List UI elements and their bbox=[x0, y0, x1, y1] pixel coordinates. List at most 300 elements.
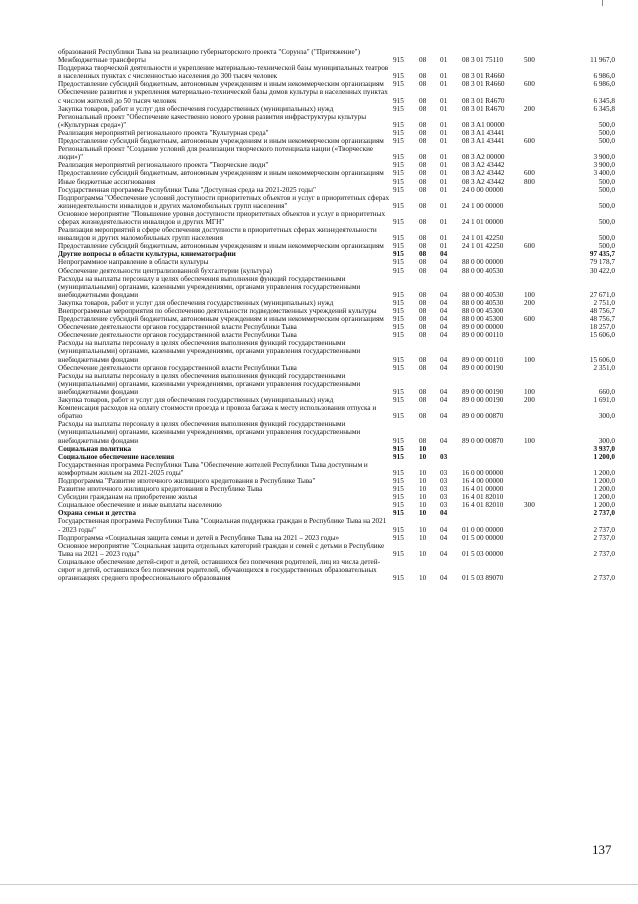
cell-p: 03 bbox=[440, 452, 448, 461]
cell-cs: 88 0 00 00000 bbox=[462, 258, 504, 267]
cell-r: 08 bbox=[419, 80, 427, 89]
cell-r: 08 bbox=[419, 56, 427, 65]
cell-g: 915 bbox=[393, 185, 404, 194]
cell-sum: 2 737,0 bbox=[593, 509, 615, 518]
cell-r: 08 bbox=[419, 290, 427, 299]
table-row bbox=[58, 396, 618, 404]
cell-name: Обеспечение деятельности централизованной бухгалтерии (культура) bbox=[58, 266, 273, 275]
cell-r: 10 bbox=[419, 549, 427, 558]
cell-r: 08 bbox=[419, 250, 427, 259]
cell-cs: 89 0 00 00190 bbox=[462, 387, 504, 396]
cell-r: 10 bbox=[419, 452, 427, 461]
cell-p: 04 bbox=[440, 412, 448, 421]
cell-r: 08 bbox=[419, 104, 427, 113]
table-row bbox=[58, 445, 618, 453]
cell-p: 01 bbox=[440, 177, 448, 186]
cell-cs: 08 3 01 75110 bbox=[462, 56, 504, 65]
cell-r: 08 bbox=[419, 298, 427, 307]
cell-g: 915 bbox=[393, 120, 404, 129]
cell-sum: 15 606,0 bbox=[589, 331, 615, 340]
table-row bbox=[58, 542, 618, 558]
cell-r: 08 bbox=[419, 242, 427, 251]
table-row bbox=[58, 517, 618, 533]
cell-sum: 500,0 bbox=[598, 120, 615, 129]
table-row bbox=[58, 461, 618, 477]
cell-name: Основное мероприятие "Повышение уровня доступности приоритетных объектов и услуг в приоритетных сферах жизнедеятельности инвалидов и других МГН" bbox=[58, 209, 386, 226]
cell-sum: 500,0 bbox=[598, 137, 615, 146]
cell-g: 915 bbox=[393, 177, 404, 186]
table-row bbox=[58, 137, 618, 145]
cell-sum: 2 737,0 bbox=[593, 533, 615, 542]
cell-r: 08 bbox=[419, 266, 427, 275]
cell-g: 915 bbox=[393, 80, 404, 89]
cell-cs: 89 0 00 00870 bbox=[462, 436, 504, 445]
cell-p: 03 bbox=[440, 493, 448, 502]
cell-r: 10 bbox=[419, 493, 427, 502]
cell-r: 08 bbox=[419, 185, 427, 194]
cell-r: 08 bbox=[419, 363, 427, 372]
cell-name: Расходы на выплаты персоналу в целях обеспечения выполнения функций государственными (муниципальными) органами, казенными учреждениями, органами управления государственными внебюджетными фондами bbox=[58, 371, 361, 396]
cell-g: 915 bbox=[393, 72, 404, 81]
cell-g: 915 bbox=[393, 509, 404, 518]
cell-g: 915 bbox=[393, 217, 404, 226]
cell-cs: 24 1 01 00000 bbox=[462, 217, 504, 226]
cell-r: 08 bbox=[419, 436, 427, 445]
cell-cs: 01 0 00 00000 bbox=[462, 525, 504, 534]
cell-g: 915 bbox=[393, 444, 404, 453]
cell-cs: 16 4 01 00000 bbox=[462, 485, 504, 494]
cell-name: Расходы на выплаты персоналу в целях обеспечения выполнения функций государственными (муниципальными) органами, казенными учреждениями, органами управления государственными внебюджетными фондами bbox=[58, 420, 361, 445]
cell-r: 08 bbox=[419, 128, 427, 137]
cell-r: 10 bbox=[419, 501, 427, 510]
cell-name: Закупка товаров, работ и услуг для обеспечения государственных (муниципальных) нужд bbox=[58, 298, 334, 307]
cell-name: Обеспечение развития и укрепления материально-технической базы домов культуры в населенных пунктах с числом жителей до 50 тысяч человек bbox=[58, 88, 388, 105]
table-row bbox=[58, 315, 618, 323]
table-row bbox=[58, 186, 618, 194]
cell-vr: 500 bbox=[524, 56, 535, 65]
cell-p: 03 bbox=[440, 476, 448, 485]
cell-r: 10 bbox=[419, 574, 427, 583]
cell-name: Региональный проект "Обеспечение качественно нового уровня развития инфраструктуры культуры («Культурная среда»)" bbox=[58, 112, 367, 129]
cell-p: 01 bbox=[440, 217, 448, 226]
cell-g: 915 bbox=[393, 153, 404, 162]
cell-g: 915 bbox=[393, 363, 404, 372]
cell-g: 915 bbox=[393, 250, 404, 259]
cell-name: Внепрограммные мероприятия по обеспечению деятельности подведомственных учреждений культуры bbox=[58, 307, 377, 315]
cell-p: 04 bbox=[440, 258, 448, 267]
cell-sum: 1 200,0 bbox=[593, 468, 615, 477]
table-row bbox=[58, 372, 618, 396]
cell-cs: 01 5 03 89070 bbox=[462, 574, 504, 583]
table-row bbox=[58, 250, 618, 258]
cell-sum: 1 200,0 bbox=[593, 452, 615, 461]
table-row bbox=[58, 299, 618, 307]
cell-g: 915 bbox=[393, 468, 404, 477]
cell-p: 04 bbox=[440, 331, 448, 340]
cell-sum: 500,0 bbox=[598, 128, 615, 137]
cell-r: 10 bbox=[419, 525, 427, 534]
cell-r: 08 bbox=[419, 355, 427, 364]
cell-cs: 89 0 00 00190 bbox=[462, 363, 504, 372]
cell-p: 01 bbox=[440, 137, 448, 146]
table-row bbox=[58, 453, 618, 461]
cell-p: 04 bbox=[440, 323, 448, 332]
cell-sum: 1 200,0 bbox=[593, 485, 615, 494]
cell-r: 10 bbox=[419, 444, 427, 453]
cell-g: 915 bbox=[393, 436, 404, 445]
cell-r: 08 bbox=[419, 169, 427, 178]
cell-p: 01 bbox=[440, 185, 448, 194]
cell-sum: 300,0 bbox=[598, 436, 615, 445]
table-row bbox=[58, 509, 618, 517]
cell-g: 915 bbox=[393, 574, 404, 583]
cell-sum: 2 737,0 bbox=[593, 525, 615, 534]
table-row bbox=[58, 267, 618, 275]
cell-p: 04 bbox=[440, 363, 448, 372]
cell-g: 915 bbox=[393, 137, 404, 146]
cell-name: образований Республики Тыва на реализацию губернаторского проекта "Сорунза" ("Притяжение") bbox=[58, 48, 361, 56]
cell-sum: 27 671,0 bbox=[589, 290, 615, 299]
cell-cs: 24 1 01 42250 bbox=[462, 234, 504, 243]
cell-p: 04 bbox=[440, 396, 448, 405]
cell-sum: 15 606,0 bbox=[589, 355, 615, 364]
cell-sum: 1 200,0 bbox=[593, 493, 615, 502]
cell-sum: 6 345,8 bbox=[593, 96, 615, 105]
table-row bbox=[58, 194, 618, 210]
cell-sum: 500,0 bbox=[598, 242, 615, 251]
cell-g: 915 bbox=[393, 525, 404, 534]
cell-sum: 300,0 bbox=[598, 412, 615, 421]
cell-vr: 600 bbox=[524, 80, 535, 89]
cell-cs: 08 3 A1 00000 bbox=[462, 120, 505, 129]
cell-cs: 89 0 00 00190 bbox=[462, 396, 504, 405]
cell-r: 08 bbox=[419, 396, 427, 405]
table-row bbox=[58, 113, 618, 129]
cell-sum: 48 756,7 bbox=[589, 307, 615, 315]
cell-sum: 6 345,8 bbox=[593, 104, 615, 113]
cell-g: 915 bbox=[393, 128, 404, 137]
cell-vr: 100 bbox=[524, 436, 535, 445]
cell-sum: 2 737,0 bbox=[593, 574, 615, 583]
cell-cs: 08 3 A2 43442 bbox=[462, 177, 505, 186]
scan-edge-line bbox=[0, 884, 638, 885]
cell-name: Государственная программа Республики Тыва "Обеспечение жителей Республики Тыва доступным и комфортным жильем на 2021-2025 годы" bbox=[58, 460, 368, 477]
cell-cs: 89 0 00 00870 bbox=[462, 412, 504, 421]
cell-sum: 2 737,0 bbox=[593, 549, 615, 558]
cell-name: Закупка товаров, работ и услуг для обеспечения государственных (муниципальных) нужд bbox=[58, 104, 334, 113]
cell-p: 01 bbox=[440, 153, 448, 162]
cell-name: Подпрограмма "Обеспечение условий доступности приоритетных объектов и услуг в приоритетных сферах жизнедеятельности инвалидов и других маломобильных групп населения" bbox=[58, 193, 390, 210]
budget-table bbox=[58, 48, 618, 582]
cell-name: Реализация мероприятий в сфере обеспечения доступности в приоритетных сферах жизнедеятельности инвалидов и других маломобильных групп населения bbox=[58, 226, 377, 243]
table-row bbox=[58, 145, 618, 161]
cell-name: Развитие ипотечного жилищного кредитования в Республике Тыва bbox=[58, 485, 263, 494]
cell-sum: 1 200,0 bbox=[593, 501, 615, 510]
cell-r: 08 bbox=[419, 412, 427, 421]
cell-vr: 200 bbox=[524, 298, 535, 307]
table-row bbox=[58, 323, 618, 331]
cell-p: 04 bbox=[440, 509, 448, 518]
cell-sum: 1 691,0 bbox=[593, 396, 615, 405]
cell-cs: 88 0 00 40530 bbox=[462, 290, 504, 299]
cell-name: Предоставление субсидий бюджетным, автономным учреждениям и иным некоммерческим организациям bbox=[58, 169, 384, 178]
cell-g: 915 bbox=[393, 549, 404, 558]
cell-name: Подпрограмма "Развитие ипотечного жилищного кредитования в Республике Тыва" bbox=[58, 476, 316, 485]
cell-r: 08 bbox=[419, 153, 427, 162]
table-row bbox=[58, 275, 618, 299]
cell-p: 01 bbox=[440, 234, 448, 243]
cell-p: 01 bbox=[440, 120, 448, 129]
cell-g: 915 bbox=[393, 412, 404, 421]
scan-corner-mark bbox=[602, 0, 603, 6]
cell-g: 915 bbox=[393, 307, 404, 315]
cell-sum: 500,0 bbox=[598, 201, 615, 210]
cell-g: 915 bbox=[393, 396, 404, 405]
cell-g: 915 bbox=[393, 355, 404, 364]
cell-sum: 2 751,0 bbox=[593, 298, 615, 307]
cell-g: 915 bbox=[393, 169, 404, 178]
cell-cs: 16 4 00 00000 bbox=[462, 476, 504, 485]
cell-p: 01 bbox=[440, 201, 448, 210]
cell-vr: 200 bbox=[524, 396, 535, 405]
cell-cs: 88 0 00 45300 bbox=[462, 307, 504, 315]
table-row bbox=[58, 534, 618, 542]
cell-cs: 01 5 00 00000 bbox=[462, 533, 504, 542]
cell-p: 01 bbox=[440, 161, 448, 170]
cell-cs: 24 1 01 42250 bbox=[462, 242, 504, 251]
cell-p: 04 bbox=[440, 298, 448, 307]
cell-r: 08 bbox=[419, 120, 427, 129]
cell-name: Расходы на выплаты персоналу в целях обеспечения выполнения функций государственными (муниципальными) органами, казенными учреждениями, органами управления государственными внебюджетными фондами bbox=[58, 274, 361, 299]
cell-g: 915 bbox=[393, 298, 404, 307]
cell-r: 08 bbox=[419, 331, 427, 340]
cell-sum: 11 967,0 bbox=[590, 56, 615, 65]
cell-r: 10 bbox=[419, 485, 427, 494]
cell-sum: 3 400,0 bbox=[593, 169, 615, 178]
cell-p: 04 bbox=[440, 266, 448, 275]
cell-sum: 79 178,7 bbox=[589, 258, 615, 267]
table-row bbox=[58, 169, 618, 177]
table-row bbox=[58, 420, 618, 444]
table-row bbox=[58, 178, 618, 186]
cell-r: 08 bbox=[419, 258, 427, 267]
cell-p: 01 bbox=[440, 72, 448, 81]
cell-r: 08 bbox=[419, 217, 427, 226]
cell-p: 01 bbox=[440, 128, 448, 137]
cell-r: 10 bbox=[419, 533, 427, 542]
cell-name: Основное мероприятие "Социальная защита отдельных категорий граждан и семей с детьми в Республике Тыва на 2021 – 2023 годы" bbox=[58, 541, 385, 558]
cell-sum: 2 351,0 bbox=[593, 363, 615, 372]
cell-p: 01 bbox=[440, 96, 448, 105]
cell-cs: 08 3 A2 43442 bbox=[462, 169, 505, 178]
cell-sum: 48 756,7 bbox=[589, 315, 615, 324]
cell-sum: 97 435,7 bbox=[589, 250, 615, 259]
cell-name: Охрана семьи и детства bbox=[58, 509, 136, 518]
cell-p: 04 bbox=[440, 436, 448, 445]
cell-g: 915 bbox=[393, 290, 404, 299]
cell-vr: 600 bbox=[524, 169, 535, 178]
cell-sum: 500,0 bbox=[598, 177, 615, 186]
cell-name: Другие вопросы в области культуры, кинематографии bbox=[58, 250, 236, 259]
cell-sum: 30 422,0 bbox=[589, 266, 615, 275]
table-row bbox=[58, 331, 618, 339]
table-row bbox=[58, 88, 618, 104]
table-row bbox=[58, 307, 618, 315]
cell-r: 08 bbox=[419, 72, 427, 81]
cell-g: 915 bbox=[393, 201, 404, 210]
cell-sum: 3 900,0 bbox=[593, 153, 615, 162]
cell-r: 08 bbox=[419, 96, 427, 105]
cell-p: 01 bbox=[440, 56, 448, 65]
cell-name: Предоставление субсидий бюджетным, автономным учреждениям и иным некоммерческим организациям bbox=[58, 137, 384, 146]
table-row bbox=[58, 64, 618, 80]
cell-r: 10 bbox=[419, 509, 427, 518]
table-row bbox=[58, 80, 618, 88]
cell-name: Подпрограмма «Социальная защита семьи и детей в Республике Тыва на 2021 – 2023 годы» bbox=[58, 533, 340, 542]
cell-cs: 08 3 01 R4670 bbox=[462, 104, 505, 113]
cell-name: Социальная политика bbox=[58, 444, 132, 453]
table-row bbox=[58, 339, 618, 363]
cell-g: 915 bbox=[393, 387, 404, 396]
cell-name: Реализация мероприятий регионального проекта "Культурная среда" bbox=[58, 128, 269, 137]
cell-name: Непрограммное направление в области культуры bbox=[58, 258, 209, 267]
cell-sum: 3 900,0 bbox=[593, 161, 615, 170]
cell-name: Предоставление субсидий бюджетным, автономным учреждениям и иным некоммерческим организациям bbox=[58, 315, 384, 324]
cell-vr: 800 bbox=[524, 177, 535, 186]
table-row bbox=[58, 493, 618, 501]
cell-vr: 100 bbox=[524, 355, 535, 364]
cell-name: Социальное обеспечение детей-сирот и детей, оставшихся без попечения родителей, лиц из числа детей-сирот и детей, оставшихся без попечения родителей, обучающихся в государственных образовательных организациях среднего профессионального образования bbox=[58, 557, 380, 583]
cell-cs: 88 0 00 40530 bbox=[462, 298, 504, 307]
cell-vr: 300 bbox=[524, 501, 535, 510]
cell-g: 915 bbox=[393, 315, 404, 324]
cell-cs: 24 0 00 00000 bbox=[462, 185, 504, 194]
cell-r: 08 bbox=[419, 201, 427, 210]
cell-p: 04 bbox=[440, 549, 448, 558]
cell-g: 915 bbox=[393, 258, 404, 267]
cell-p: 04 bbox=[440, 574, 448, 583]
cell-vr: 200 bbox=[524, 104, 535, 113]
table-row bbox=[58, 242, 618, 250]
cell-r: 08 bbox=[419, 323, 427, 332]
cell-cs: 08 3 01 R4660 bbox=[462, 72, 505, 81]
cell-g: 915 bbox=[393, 452, 404, 461]
cell-vr: 600 bbox=[524, 242, 535, 251]
cell-cs: 01 5 03 00000 bbox=[462, 549, 504, 558]
cell-cs: 16 0 00 00000 bbox=[462, 468, 504, 477]
cell-r: 08 bbox=[419, 177, 427, 186]
cell-cs: 16 4 01 82010 bbox=[462, 493, 504, 502]
cell-p: 03 bbox=[440, 485, 448, 494]
cell-cs: 89 0 00 00110 bbox=[462, 355, 504, 364]
cell-cs: 08 3 01 R4660 bbox=[462, 80, 505, 89]
cell-name: Субсидии гражданам на приобретение жилья bbox=[58, 493, 198, 502]
cell-g: 915 bbox=[393, 266, 404, 275]
cell-sum: 6 986,0 bbox=[593, 72, 615, 81]
cell-g: 915 bbox=[393, 533, 404, 542]
cell-sum: 1 200,0 bbox=[593, 476, 615, 485]
cell-cs: 08 3 A1 43441 bbox=[462, 137, 505, 146]
cell-g: 915 bbox=[393, 96, 404, 105]
cell-p: 01 bbox=[440, 242, 448, 251]
table-row bbox=[58, 364, 618, 372]
cell-p: 03 bbox=[440, 501, 448, 510]
cell-cs: 88 0 00 40530 bbox=[462, 266, 504, 275]
cell-r: 08 bbox=[419, 387, 427, 396]
cell-name: Межбюджетные трансферты bbox=[58, 56, 146, 65]
cell-r: 08 bbox=[419, 307, 427, 315]
cell-vr: 600 bbox=[524, 137, 535, 146]
cell-p: 03 bbox=[440, 468, 448, 477]
cell-cs: 89 0 00 00110 bbox=[462, 331, 504, 340]
cell-g: 915 bbox=[393, 56, 404, 65]
cell-name: Предоставление субсидий бюджетным, автономным учреждениям и иным некоммерческим организациям bbox=[58, 80, 384, 89]
table-row bbox=[58, 129, 618, 137]
cell-r: 08 bbox=[419, 161, 427, 170]
cell-name: Иные бюджетные ассигнования bbox=[58, 177, 156, 186]
cell-g: 915 bbox=[393, 161, 404, 170]
cell-vr: 100 bbox=[524, 290, 535, 299]
cell-p: 04 bbox=[440, 307, 448, 315]
page-number: 137 bbox=[592, 842, 612, 857]
cell-name: Обеспечение деятельности органов государственной власти Республики Тыва bbox=[58, 331, 297, 340]
cell-name: Государственная программа Республики Тыва "Доступная среда на 2021-2025 годы" bbox=[58, 185, 316, 194]
cell-name: Расходы на выплаты персоналу в целях обеспечения выполнения функций государственными (муниципальными) органами, казенными учреждениями, органами управления государственными внебюджетными фондами bbox=[58, 339, 361, 364]
cell-g: 915 bbox=[393, 234, 404, 243]
cell-name: Поддержка творческой деятельности и укрепление материально-технической базы муниципальных театров в населенных пунктах с численностью населения до 300 тысяч человек bbox=[58, 64, 389, 81]
cell-name: Предоставление субсидий бюджетным, автономным учреждениям и иным некоммерческим организациям bbox=[58, 242, 384, 251]
cell-name: Реализация мероприятий регионального проекта "Творческие люди" bbox=[58, 161, 269, 170]
cell-r: 10 bbox=[419, 468, 427, 477]
cell-name: Закупка товаров, работ и услуг для обеспечения государственных (муниципальных) нужд bbox=[58, 396, 334, 405]
cell-cs: 08 3 A1 43441 bbox=[462, 128, 505, 137]
cell-cs: 08 3 A2 43442 bbox=[462, 161, 505, 170]
cell-p: 04 bbox=[440, 315, 448, 324]
cell-sum: 6 986,0 bbox=[593, 80, 615, 89]
cell-p: 04 bbox=[440, 387, 448, 396]
cell-g: 915 bbox=[393, 104, 404, 113]
cell-name: Государственная программа Республики Тыва "Социальная поддержка граждан в Республике Тыва на 2021 - 2023 годы" bbox=[58, 517, 387, 534]
cell-name: Компенсация расходов на оплату стоимости проезда и провоза багажа к месту использования отпуска и обратно bbox=[58, 404, 377, 421]
table-row bbox=[58, 558, 618, 582]
cell-cs: 89 0 00 00000 bbox=[462, 323, 504, 332]
table-row bbox=[58, 258, 618, 266]
cell-name: Обеспечение деятельности органов государственной власти Республики Тыва bbox=[58, 323, 297, 332]
cell-cs: 08 3 01 R4670 bbox=[462, 96, 505, 105]
cell-cs: 16 4 01 82010 bbox=[462, 501, 504, 510]
cell-p: 04 bbox=[440, 533, 448, 542]
cell-g: 915 bbox=[393, 323, 404, 332]
table-row bbox=[58, 485, 618, 493]
cell-p: 04 bbox=[440, 250, 448, 259]
table-row bbox=[58, 501, 618, 509]
cell-cs: 24 1 00 00000 bbox=[462, 201, 504, 210]
cell-g: 915 bbox=[393, 476, 404, 485]
cell-p: 04 bbox=[440, 525, 448, 534]
cell-r: 08 bbox=[419, 234, 427, 243]
table-row bbox=[58, 161, 618, 169]
cell-vr: 600 bbox=[524, 315, 535, 324]
cell-r: 08 bbox=[419, 315, 427, 324]
cell-p: 01 bbox=[440, 80, 448, 89]
table-row bbox=[58, 105, 618, 113]
cell-sum: 3 937,0 bbox=[593, 444, 615, 453]
cell-vr: 100 bbox=[524, 387, 535, 396]
cell-g: 915 bbox=[393, 485, 404, 494]
table-row bbox=[58, 48, 618, 56]
table-row bbox=[58, 477, 618, 485]
cell-name: Обеспечение деятельности органов государственной власти Республики Тыва bbox=[58, 363, 297, 372]
